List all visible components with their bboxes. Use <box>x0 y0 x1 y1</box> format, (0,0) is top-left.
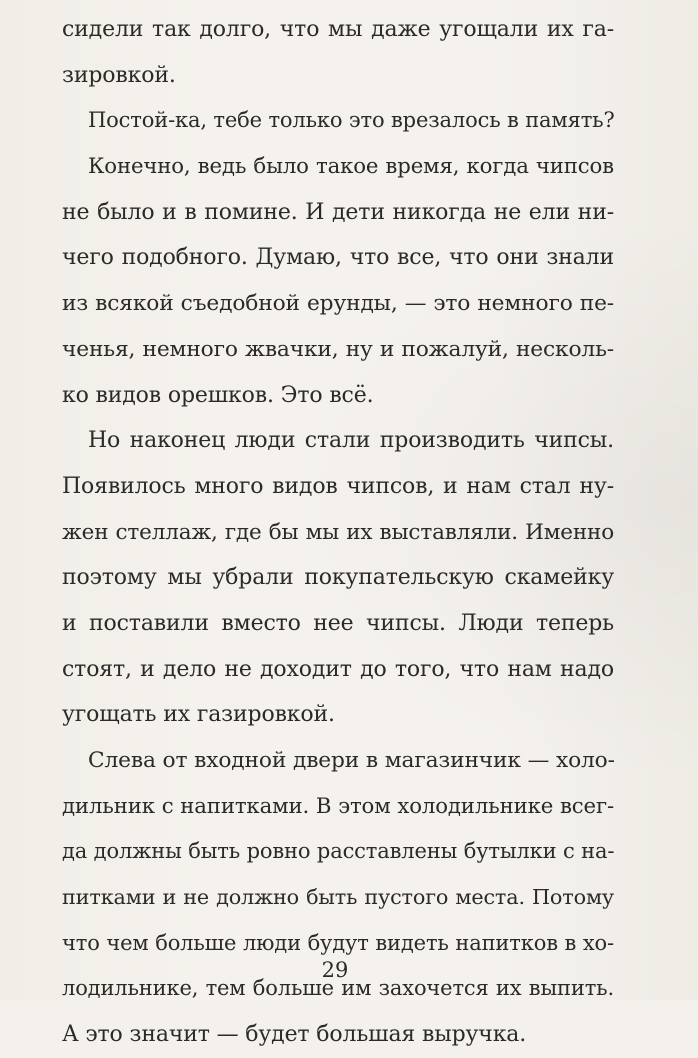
text-line: сидели так долго, что мы даже угощали их га- <box>62 17 614 42</box>
body-text <box>62 7 614 1058</box>
text-line: ко видов орешков. Это всё. <box>62 382 374 408</box>
text-line: Слева от входной двери в магазинчик — холо- <box>88 748 615 773</box>
text-line: поэтому мы убрали покупательскую скамейку <box>62 565 614 591</box>
text-line: да должны быть ровно расставлены бутылки с на- <box>62 839 615 864</box>
text-line: угощать их газировкой. <box>62 702 335 728</box>
text-line: Но наконец люди стали производить чипсы. <box>88 428 614 454</box>
page-number: 29 <box>321 958 349 982</box>
text-line: Постой-ка, тебе только это врезалось в память? <box>88 108 615 133</box>
text-line: что чем больше люди будут видеть напитков в хо- <box>62 930 614 955</box>
text-line: лодильнике, тем больше им захочется их выпить. <box>62 976 614 1001</box>
text-line: А это значит — будет большая выручка. <box>62 1022 527 1048</box>
text-line: стоят, и дело не доходит до того, что нам надо <box>62 656 614 682</box>
text-line: дильник с напитками. В этом холодильнике всег- <box>62 793 614 819</box>
text-line: Появилось много видов чипсов, и нам стал ну- <box>62 473 614 499</box>
text-line: зировкой. <box>62 62 176 88</box>
text-line: ченья, немного жвачки, ну и пожалуй, несколь- <box>62 336 614 362</box>
text-line: Конечно, ведь было такое время, когда чипсов <box>88 154 614 180</box>
text-line: из всякой съедобной ерунды, — это немного пе- <box>62 291 614 317</box>
text-line: чего подобного. Думаю, что все, что они знали <box>62 245 614 271</box>
text-line: и поставили вместо нее чипсы. Люди теперь <box>62 610 614 636</box>
text-line: питками и не должно быть пустого места. Потому <box>62 885 614 910</box>
text-line: не было и в помине. И дети никогда не ели ни- <box>62 199 614 225</box>
text-line: жен стеллаж, где бы мы их выставляли. Именно <box>62 519 614 545</box>
